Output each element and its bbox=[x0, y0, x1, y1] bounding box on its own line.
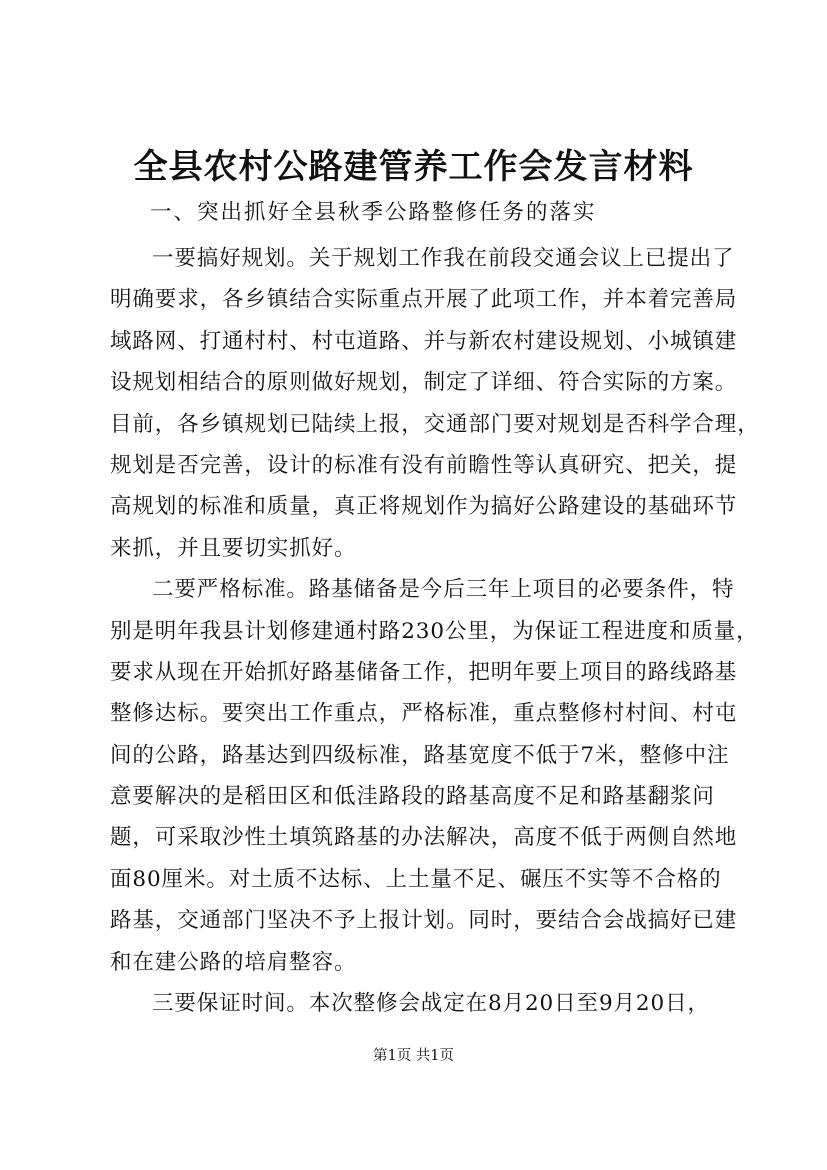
paragraph-line: 一要搞好规划。关于规划工作我在前段交通会议上已提出了 bbox=[152, 246, 735, 271]
paragraph-line: 来抓，并且要切实抓好。 bbox=[110, 535, 357, 561]
paragraph-line: 整修达标。要突出工作重点，严格标准，重点整修村村间、村屯 bbox=[110, 701, 738, 727]
paragraph-line: 和在建公路的培肩整容。 bbox=[110, 949, 357, 975]
page-number-footer: 第1页 共1页 bbox=[372, 1048, 455, 1064]
paragraph-line: 别是明年我县计划修建通村路230公里，为保证工程进度和质量， bbox=[110, 618, 759, 644]
paragraph-line: 域路网、打通村村、村屯道路、并与新农村建设规划、小城镇建 bbox=[110, 328, 738, 354]
paragraph-line: 题，可采取沙性土填筑路基的办法解决，高度不低于两侧自然地 bbox=[110, 825, 738, 851]
paragraph-line: 规划是否完善，设计的标准有没有前瞻性等认真研究、把关，提 bbox=[110, 452, 738, 478]
paragraph-line: 高规划的标准和质量，真正将规划作为搞好公路建设的基础环节 bbox=[110, 494, 738, 520]
paragraph-line: 目前，各乡镇规划已陆续上报，交通部门要对规划是否科学合理， bbox=[110, 411, 760, 437]
section-heading: 一、突出抓好全县秋季公路整修任务的落实 bbox=[150, 200, 597, 225]
document-body bbox=[110, 238, 760, 1024]
paragraph-line: 间的公路，路基达到四级标准，路基宽度不低于7米，整修中注 bbox=[110, 742, 730, 768]
paragraph-line: 二要严格标准。路基储备是今后三年上项目的必要条件，特 bbox=[152, 577, 735, 603]
paragraph-line: 明确要求，各乡镇结合实际重点开展了此项工作，并本着完善局 bbox=[110, 287, 738, 313]
paragraph-line: 路基，交通部门坚决不予上报计划。同时，要结合会战搞好已建 bbox=[110, 908, 738, 934]
paragraph-line: 意要解决的是稻田区和低洼路段的路基高度不足和路基翻浆问 bbox=[110, 784, 715, 810]
paragraph-line: 设规划相结合的原则做好规划，制定了详细、符合实际的方案。 bbox=[110, 370, 738, 396]
paragraph-line: 三要保证时间。本次整修会战定在8月20日至9月20日， bbox=[152, 991, 710, 1017]
paragraph-line: 要求从现在开始抓好路基储备工作，把明年要上项目的路线路基 bbox=[110, 659, 738, 685]
paragraph-line: 面80厘米。对土质不达标、上土量不足、碾压不实等不合格的 bbox=[110, 866, 722, 892]
document-title: 全县农村公路建管养工作会发言材料 bbox=[133, 147, 694, 187]
